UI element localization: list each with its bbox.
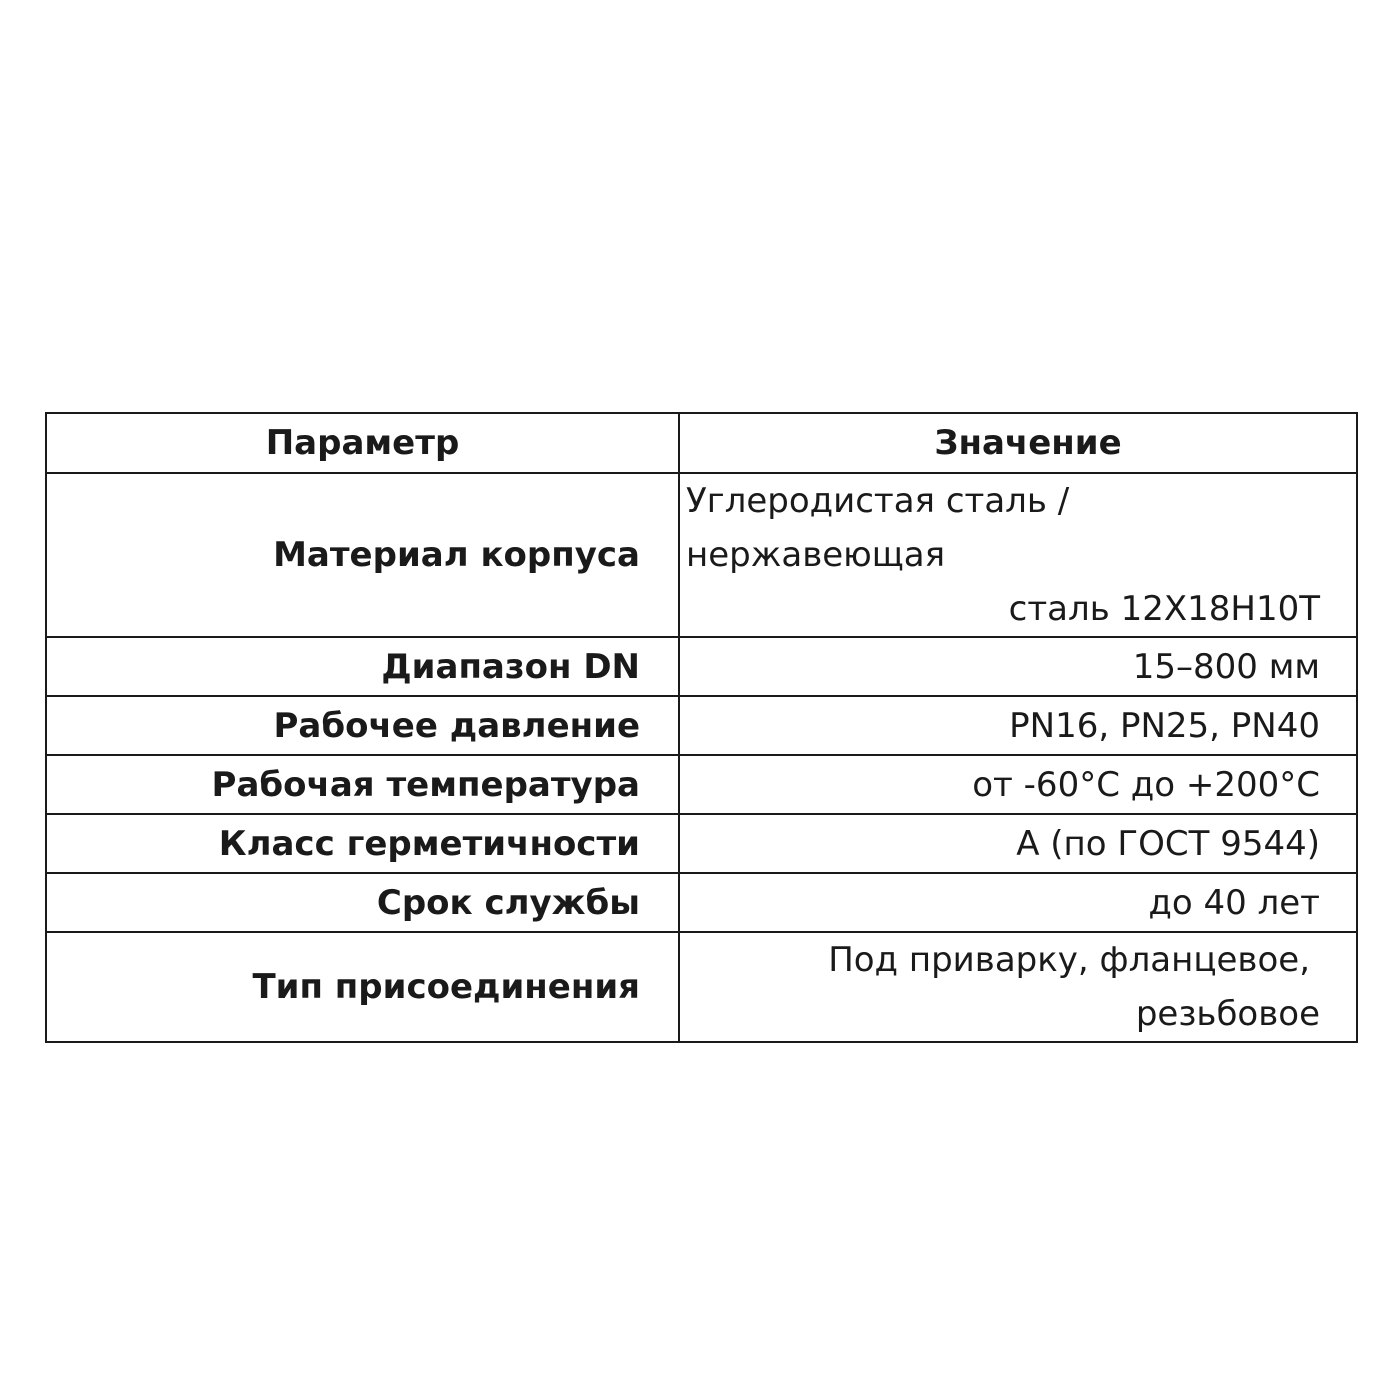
value-line: от -60°C до +200°C bbox=[972, 764, 1320, 805]
param-cell: Срок службы bbox=[46, 873, 679, 932]
param-cell: Материал корпуса bbox=[46, 473, 679, 637]
value-cell bbox=[679, 473, 1357, 637]
value-cell bbox=[679, 637, 1357, 696]
value-cell bbox=[679, 696, 1357, 755]
value-line: до 40 лет bbox=[1148, 882, 1320, 923]
value-line: Под приварку, фланцевое, bbox=[828, 940, 1310, 980]
table-row bbox=[46, 696, 1357, 755]
table-row bbox=[46, 755, 1357, 814]
value-line: резьбовое bbox=[1135, 994, 1320, 1034]
table-row bbox=[46, 873, 1357, 932]
value-line: Углеродистая сталь / нержавеющая bbox=[686, 481, 1070, 575]
param-cell: Тип присоединения bbox=[46, 932, 679, 1042]
param-cell: Рабочее давление bbox=[46, 696, 679, 755]
value-cell bbox=[679, 873, 1357, 932]
table-header-row bbox=[46, 413, 1357, 473]
param-cell: Рабочая температура bbox=[46, 755, 679, 814]
value-cell bbox=[679, 932, 1357, 1042]
value-cell bbox=[679, 755, 1357, 814]
value-line: сталь 12Х18Н10Т bbox=[1008, 589, 1320, 629]
table-row bbox=[46, 473, 1357, 637]
header-value: Значение bbox=[679, 413, 1357, 473]
header-parameter: Параметр bbox=[46, 413, 679, 473]
value-line: PN16, PN25, PN40 bbox=[1009, 705, 1320, 746]
specifications-table bbox=[45, 412, 1358, 1043]
value-line: 15–800 мм bbox=[1132, 646, 1320, 687]
param-cell: Диапазон DN bbox=[46, 637, 679, 696]
table-row bbox=[46, 932, 1357, 1042]
param-cell: Класс герметичности bbox=[46, 814, 679, 873]
value-cell bbox=[679, 814, 1357, 873]
table-row bbox=[46, 637, 1357, 696]
value-line: А (по ГОСТ 9544) bbox=[1016, 823, 1320, 864]
table-row bbox=[46, 814, 1357, 873]
